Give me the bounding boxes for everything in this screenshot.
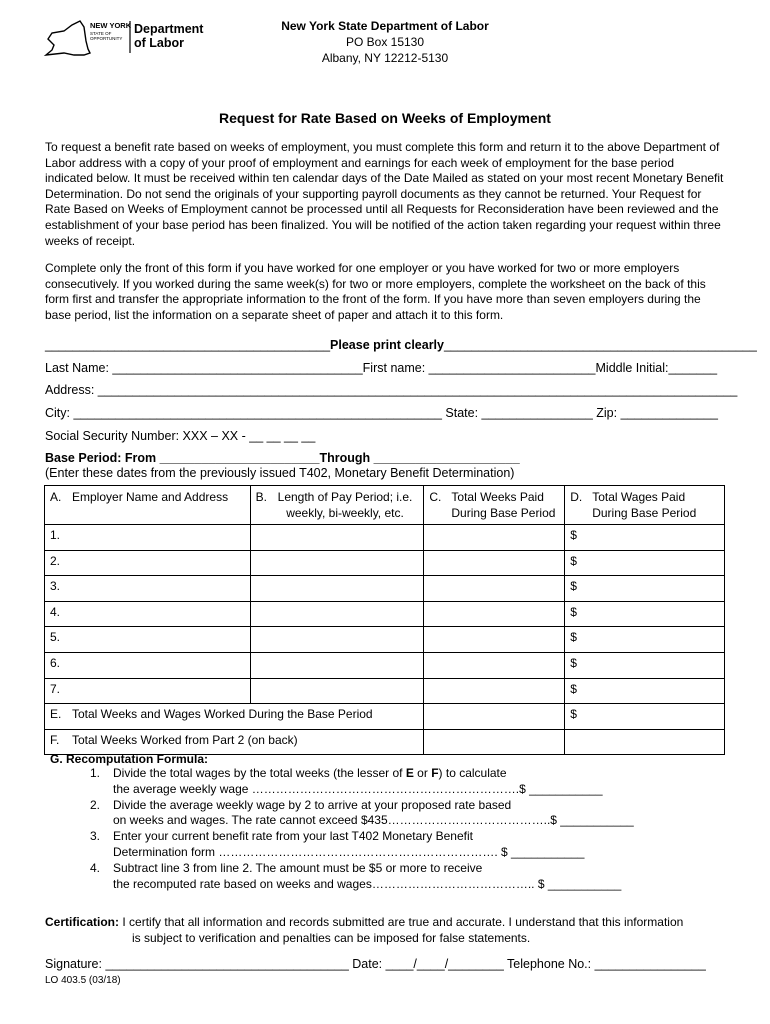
logo-dept-line1: Department (134, 22, 204, 36)
formula-step (45, 798, 725, 830)
wages-cell[interactable]: $ (565, 627, 725, 653)
signature-field[interactable]: Signature: ___________________________________ (45, 957, 349, 971)
logo-state-line1: NEW YORK (90, 21, 132, 30)
header-letter-a: A. (50, 490, 62, 504)
total-e-label (45, 704, 424, 730)
row-number[interactable]: 6. (45, 652, 251, 678)
header-text-c1: Total Weeks Paid (451, 490, 544, 504)
step-3-line-2[interactable]: Determination form ……………………………………………………………. $ ___________ (113, 844, 585, 859)
step-number: 3. (90, 829, 101, 844)
date-field[interactable]: Date: ____/____/________ (348, 957, 504, 971)
agency-address (0, 18, 770, 66)
agency-city: Albany, NY 12212-5130 (321, 51, 449, 65)
header-text-a: Employer Name and Address (72, 490, 229, 504)
intro-paragraph-1: To request a benefit rate based on weeks of employment, you must complete this form and return it to the above Department of Labor address with a copy of your proof of employment and earnings for each week of employment for the base period indicated below. It must be received within ten calendar days of the Date Mailed as stated on your most recent Monetary Benefit Determination. Do not send the originals of your supporting payroll documents as they cannot be returned. Your Request for Rate Based on Weeks of Employment cannot be processed until all Requests for Reconsideration have been reviewed and the establishment of your base period has been finalized. You will be notified of the action taken regarding your request within three weeks of receipt. (45, 140, 724, 248)
zip-field[interactable]: Zip: ______________ (592, 406, 718, 420)
pay-period-cell[interactable] (250, 601, 424, 627)
step-1-text-a: Divide the total wages by the total weeks (the lesser of (113, 766, 406, 780)
total-row-e (45, 704, 725, 730)
row-number[interactable]: 4. (45, 601, 251, 627)
header-total-wages (565, 486, 725, 525)
header-pay-period (250, 486, 424, 525)
row-number[interactable]: 5. (45, 627, 251, 653)
table-row (45, 678, 725, 704)
step-number: 4. (90, 860, 101, 875)
certification-label: Certification: (45, 915, 120, 929)
base-period-note: (Enter these dates from the previously issued T402, Monetary Benefit Determination) (45, 466, 515, 480)
formula-step (45, 861, 725, 893)
weeks-cell[interactable] (424, 525, 565, 551)
wages-cell[interactable]: $ (565, 550, 725, 576)
table-row (45, 627, 725, 653)
step-1-bold-e: E (405, 766, 414, 780)
pay-period-cell[interactable] (250, 550, 424, 576)
signature-line (45, 957, 725, 971)
wages-cell[interactable]: $ (565, 525, 725, 551)
recomputation-heading: G. Recomputation Formula: (50, 752, 209, 766)
print-clearly-label: Please print clearly (330, 338, 444, 352)
certification (45, 914, 725, 946)
header-text-c (451, 489, 555, 521)
row-f-text: Total Weeks Worked from Part 2 (on back) (72, 732, 298, 747)
step-1-line-1 (113, 766, 725, 782)
print-clearly-line (45, 338, 757, 352)
base-period-line (45, 451, 725, 465)
weeks-cell[interactable] (424, 627, 565, 653)
formula-step (45, 829, 725, 861)
pay-period-cell[interactable] (250, 576, 424, 602)
header-text-b2: weekly, bi-weekly, etc. (286, 506, 404, 520)
wages-cell[interactable]: $ (565, 652, 725, 678)
city-field[interactable]: City: _____________________________________________________ (45, 406, 442, 420)
recomputation-formula (45, 752, 725, 892)
step-2-line-1: Divide the average weekly wage by 2 to arrive at your proposed rate based (113, 797, 512, 812)
header-text-d (592, 489, 696, 521)
header-text-c2: During Base Period (451, 506, 556, 520)
header-letter-c: C. (429, 490, 442, 504)
agency-name: New York State Department of Labor (281, 19, 489, 33)
pay-period-cell[interactable] (250, 652, 424, 678)
table-row (45, 576, 725, 602)
print-left-rule: _________________________________________ (45, 338, 331, 352)
row-e-text: Total Weeks and Wages Worked During the Base Period (72, 707, 373, 722)
total-row-f (45, 729, 725, 755)
total-weeks-e-cell[interactable] (424, 704, 565, 730)
address-field[interactable]: Address: ____________________________________________________________________________________________ (45, 383, 738, 397)
weeks-cell[interactable] (424, 550, 565, 576)
row-e-letter: E. (50, 707, 62, 722)
ssn-field[interactable]: Social Security Number: XXX – XX - __ __ __ __ (45, 429, 316, 443)
header-letter-b: B. (255, 490, 267, 504)
header-employer-name (45, 486, 251, 525)
middle-initial-field[interactable]: Middle Initial:_______ (595, 361, 718, 375)
pay-period-cell[interactable] (250, 627, 424, 653)
table-row (45, 601, 725, 627)
table-row (45, 525, 725, 551)
print-right-rule: _____________________________________________ (443, 338, 757, 352)
formula-step (45, 766, 725, 798)
last-name-field[interactable]: Last Name: ____________________________________ (45, 361, 363, 375)
step-1-bold-f: F (431, 766, 439, 780)
weeks-cell[interactable] (424, 576, 565, 602)
logo-state-line3: OPPORTUNITY (90, 36, 123, 41)
city-state-zip-line (45, 406, 725, 420)
step-number: 2. (90, 797, 101, 812)
telephone-field[interactable]: Telephone No.: ________________ (503, 957, 706, 971)
total-wages-e-cell[interactable]: $ (565, 704, 725, 730)
step-4-line-2[interactable]: the recomputed rate based on weeks and wages………………………………….. $ ___________ (113, 876, 622, 891)
step-4-line-1: Subtract line 3 from line 2. The amount must be $5 or more to receive (113, 860, 483, 875)
header-text-d1: Total Wages Paid (592, 490, 686, 504)
step-1-text-c: ) to calculate (438, 766, 507, 780)
wages-cell[interactable]: $ (565, 576, 725, 602)
header-total-weeks (424, 486, 565, 525)
name-line (45, 361, 725, 375)
total-wages-f-cell (565, 729, 725, 755)
weeks-cell[interactable] (424, 601, 565, 627)
row-f-letter: F. (50, 732, 60, 747)
logo-state-line2: STATE OF (90, 31, 112, 36)
row-number[interactable]: 3. (45, 576, 251, 602)
base-period-through-field[interactable]: Through _____________________ (319, 451, 520, 465)
step-number: 1. (90, 766, 101, 780)
row-number[interactable]: 7. (45, 678, 251, 704)
form-code: LO 403.5 (03/18) (45, 975, 121, 986)
header-letter-d: D. (570, 490, 583, 504)
weeks-cell[interactable] (424, 652, 565, 678)
table-header-row (45, 486, 725, 525)
base-period-from-field[interactable]: Base Period: From _______________________ (45, 451, 320, 465)
step-1-text-b: or (413, 766, 432, 780)
intro-paragraph-2: Complete only the front of this form if you have worked for one employer or you have worked for two or more employers consecutively. If you worked during the same week(s) for two or more employers, complete the worksheet on the back of this form first and transfer the appropriate information to the front of the form. If you have more than seven employers during the base period, list the information on a separate sheet of paper and attach it to this form. (45, 261, 706, 322)
header-text-b1: Length of Pay Period; i.e. (277, 490, 413, 504)
wages-cell[interactable]: $ (565, 601, 725, 627)
header-text-d2: During Base Period (592, 506, 697, 520)
table-row (45, 652, 725, 678)
row-number[interactable]: 2. (45, 550, 251, 576)
first-name-field[interactable]: First name: ________________________ (362, 361, 596, 375)
certification-text-1: I certify that all information and records submitted are true and accurate. I understand that this information (119, 915, 684, 929)
weeks-cell[interactable] (424, 678, 565, 704)
wages-cell[interactable]: $ (565, 678, 725, 704)
step-2-line-2[interactable]: on weeks and wages. The rate cannot exceed $435…………………………………..$ ___________ (113, 813, 634, 828)
certification-text-2: is subject to verification and penalties can be imposed for false statements. (132, 931, 531, 945)
logo-dept-line2: of Labor (134, 36, 184, 50)
step-1-line-2[interactable]: the average weekly wage ………………………………………………………….$ ___________ (113, 781, 603, 796)
state-field[interactable]: State: ________________ (441, 406, 593, 420)
total-weeks-f-cell[interactable] (424, 729, 565, 755)
certification-line-1 (45, 914, 725, 930)
row-number[interactable]: 1. (45, 525, 251, 551)
form-title: Request for Rate Based on Weeks of Employment (219, 110, 551, 126)
table-row (45, 550, 725, 576)
pay-period-cell[interactable] (250, 678, 424, 704)
total-f-label (45, 729, 424, 755)
pay-period-cell[interactable] (250, 525, 424, 551)
agency-po-box: PO Box 15130 (345, 35, 425, 49)
header-text-b (278, 489, 413, 521)
employer-table (44, 485, 725, 755)
step-3-line-1: Enter your current benefit rate from your last T402 Monetary Benefit (113, 829, 473, 844)
